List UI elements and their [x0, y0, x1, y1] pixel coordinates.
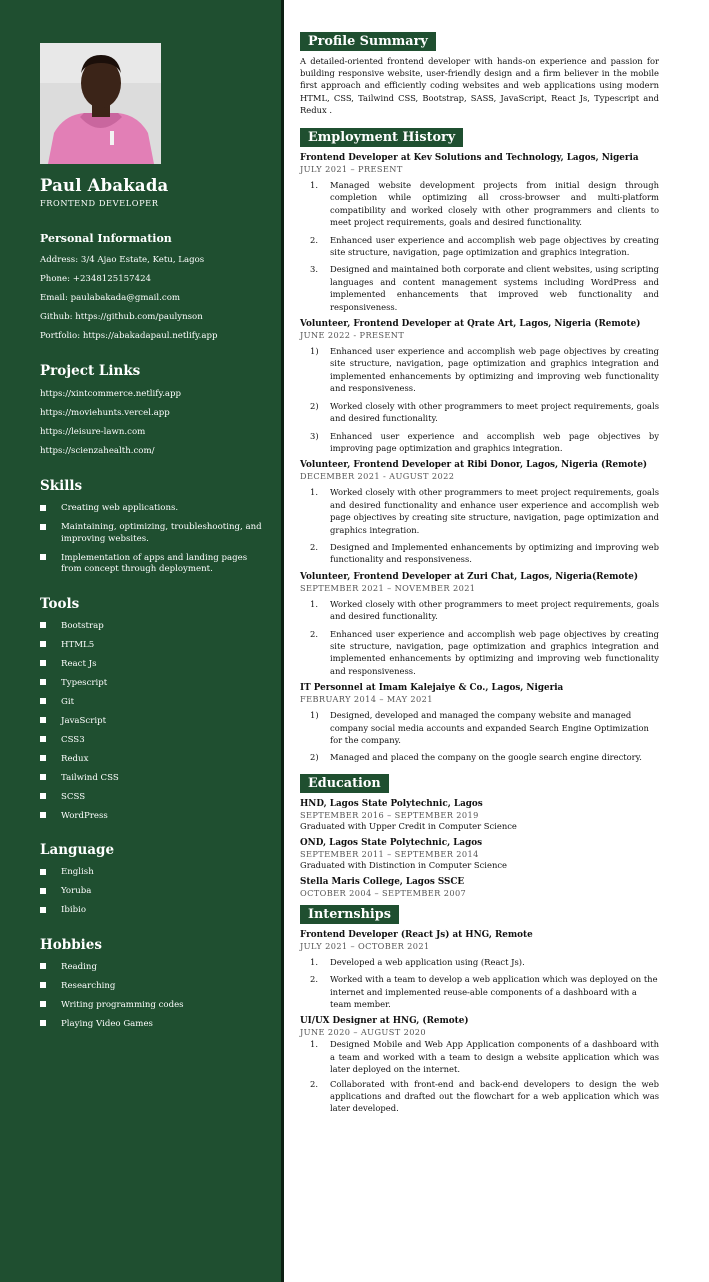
internship-date: JUNE 2020 – AUGUST 2020 — [300, 1027, 427, 1038]
address-line: Address: 3/4 Ajao Estate, Ketu, Lagos — [40, 255, 205, 265]
language-item: Yoruba — [40, 886, 268, 898]
hobbies-heading: Hobbies — [40, 936, 102, 953]
education-description: Graduated with Distinction in Computer Science — [300, 859, 507, 870]
job-point — [300, 234, 659, 259]
job-point — [300, 628, 659, 678]
internship-point — [300, 1038, 659, 1075]
point-number: 1. — [310, 487, 318, 498]
column-divider — [281, 0, 284, 1282]
internship-point — [300, 956, 659, 968]
email-line: Email: paulabakada@gmail.com — [40, 293, 181, 303]
point-text: Enhanced user experience and accomplish web page objectives by creating site structure, navigation, page optimization and graphics integration. — [330, 234, 659, 258]
internship-entry — [300, 1016, 659, 1114]
job-entry — [300, 683, 659, 764]
job-point — [300, 709, 659, 746]
skill-item: Implementation of apps and landing pages from concept through deployment. — [40, 553, 268, 576]
education-title: OND, Lagos State Polytechnic, Lagos — [300, 837, 483, 848]
point-number: 1. — [310, 956, 318, 967]
portfolio-line: Portfolio: https://abakadapaul.netlify.app — [40, 331, 218, 341]
education-description: Graduated with Upper Credit in Computer Science — [300, 820, 517, 831]
point-text: Designed, developed and managed the company website and managed company social media accounts and expanded Search Engine Optimization for the company. — [330, 710, 649, 746]
point-number: 2. — [310, 974, 318, 985]
point-number: 1. — [310, 598, 318, 609]
tool-item: JavaScript — [40, 716, 268, 728]
point-number: 1) — [310, 346, 319, 357]
point-text: Worked closely with other programmers to meet project requirements, goals and desired functionality. — [330, 598, 659, 622]
job-date: DECEMBER 2021 - AUGUST 2022 — [300, 471, 455, 482]
point-number: 1. — [310, 1039, 318, 1050]
point-text: Managed website development projects from initial design through completion while optimizing all cross-browser and multi-platform compatibility and worked closely with other programmers and clients to meet project requirements, goals and desired functionality. — [330, 180, 659, 228]
github-line: Github: https://github.com/paulynson — [40, 312, 203, 322]
point-text: Designed Mobile and Web App Application components of a dashboard with a team and worked with a team to design a website application which was later deployed on the internet. — [330, 1039, 659, 1075]
job-point — [300, 598, 659, 623]
internship-date: JULY 2021 – OCTOBER 2021 — [300, 940, 430, 951]
profile-photo — [40, 43, 161, 164]
point-number: 2. — [310, 541, 318, 552]
job-title: Frontend Developer at Kev Solutions and Technology, Lagos, Nigeria — [300, 153, 639, 164]
hobbies-list — [40, 962, 268, 1031]
internship-point — [300, 973, 659, 1010]
job-title: Volunteer, Frontend Developer at Ribi Donor, Lagos, Nigeria (Remote) — [300, 460, 648, 471]
tool-item: SCSS — [40, 792, 268, 804]
point-text: Worked closely with other programmers to meet project requirements, goals and desired functionality. — [330, 400, 659, 424]
tool-item: Git — [40, 697, 268, 709]
point-text: Developed a web application using (React Js). — [330, 956, 525, 967]
tool-item: Typescript — [40, 678, 268, 690]
profile-summary-text: A detailed-oriented frontend developer with hands-on experience and passion for building responsive website, user-friendly design and a firm believer in the mobile first approach and efficiently coding websites and web applications using modern HTML, CSS, Tailwind CSS, Bootstrap, SASS, JavaScript, React Js, Typescript and Redux . — [300, 56, 659, 115]
job-date: JUNE 2022 - PRESENT — [300, 330, 405, 341]
job-title: Volunteer, Frontend Developer at Zuri Chat, Lagos, Nigeria(Remote) — [300, 571, 639, 582]
tool-item: Bootstrap — [40, 621, 268, 633]
point-text: Collaborated with front-end and back-end developers to design the web applications and drafted out the flowchart for a web application which was later developed. — [330, 1078, 659, 1114]
hobby-item: Playing Video Games — [40, 1019, 268, 1031]
sidebar — [0, 0, 281, 1282]
job-point — [300, 263, 659, 313]
internship-title: Frontend Developer (React Js) at HNG, Remote — [300, 929, 533, 940]
job-date: FEBRUARY 2014 – MAY 2021 — [300, 694, 433, 705]
hobby-item: Reading — [40, 962, 268, 974]
education-date: OCTOBER 2004 – SEPTEMBER 2007 — [300, 887, 467, 898]
skills-heading: Skills — [40, 478, 83, 494]
tools-list — [40, 621, 268, 823]
job-point — [300, 486, 659, 536]
point-text: Designed and maintained both corporate and client websites, using scripting languages and content management systems including WordPress and implemented enhancements that improved web functionality and responsiveness. — [330, 264, 659, 312]
project-link[interactable]: https://scienzahealth.com/ — [40, 446, 155, 456]
language-item: English — [40, 867, 268, 879]
job-point — [300, 345, 659, 395]
tool-item: CSS3 — [40, 735, 268, 747]
project-link[interactable]: https://xintcommerce.netlify.app — [40, 389, 182, 399]
skill-item: Creating web applications. — [40, 503, 268, 515]
job-points — [300, 345, 659, 454]
tool-item: Redux — [40, 754, 268, 766]
job-point — [300, 430, 659, 455]
job-points — [300, 709, 659, 764]
point-number: 2) — [310, 752, 319, 763]
job-entry — [300, 460, 659, 565]
job-date: SEPTEMBER 2021 – NOVEMBER 2021 — [300, 582, 476, 593]
project-links-heading: Project Links — [40, 363, 141, 379]
point-text: Worked closely with other programmers to meet project requirements, goals and desired functionality and enhance user experience and accomplish web page objectives by creating site structure, navigation, page optimization and graphics integration. — [330, 487, 659, 535]
language-heading: Language — [40, 842, 115, 858]
point-number: 2. — [310, 234, 318, 245]
hobby-item: Writing programming codes — [40, 1000, 268, 1012]
profile-summary-heading: Profile Summary — [300, 32, 436, 51]
point-number: 1) — [310, 710, 319, 721]
skills-list — [40, 503, 268, 576]
education-date: SEPTEMBER 2011 – SEPTEMBER 2014 — [300, 848, 479, 859]
education-title: HND, Lagos State Polytechnic, Lagos — [300, 798, 483, 809]
phone-line: Phone: +2348125157424 — [40, 274, 152, 284]
education-entry — [300, 877, 659, 899]
point-number: 1. — [310, 180, 318, 191]
point-text: Managed and placed the company on the google search engine directory. — [330, 752, 642, 763]
job-point — [300, 179, 659, 229]
tool-item: React Js — [40, 659, 268, 671]
point-text: Worked with a team to develop a web application which was deployed on the internet and implemented reuse-able components of a dashboard with a team member. — [330, 974, 658, 1010]
job-date: JULY 2021 – PRESENT — [300, 164, 403, 175]
internship-points — [300, 1038, 659, 1114]
education-title: Stella Maris College, Lagos SSCE — [300, 876, 465, 887]
job-point — [300, 400, 659, 425]
point-number: 2. — [310, 628, 318, 639]
point-text: Enhanced user experience and accomplish web page objectives by improving page optimization and graphics integration. — [330, 430, 659, 453]
job-point — [300, 751, 659, 763]
tools-heading: Tools — [40, 595, 80, 612]
job-entry — [300, 319, 659, 454]
education-date: SEPTEMBER 2016 – SEPTEMBER 2019 — [300, 809, 479, 820]
candidate-role: FRONTEND DEVELOPER — [40, 198, 159, 208]
project-link[interactable]: https://leisure-lawn.com — [40, 427, 146, 437]
tool-item: Tailwind CSS — [40, 773, 268, 785]
point-number: 2. — [310, 1078, 318, 1089]
candidate-name: Paul Abakada — [40, 176, 169, 195]
internship-entry — [300, 930, 659, 1011]
point-number: 3) — [310, 430, 319, 441]
hobby-item: Researching — [40, 981, 268, 993]
education-heading: Education — [300, 774, 389, 793]
job-title: IT Personnel at Imam Kalejaiye & Co., Lagos, Nigeria — [300, 683, 564, 694]
education-entry — [300, 799, 659, 832]
internship-title: UI/UX Designer at HNG, (Remote) — [300, 1016, 469, 1027]
job-points — [300, 486, 659, 565]
job-title: Volunteer, Frontend Developer at Qrate Art, Lagos, Nigeria (Remote) — [300, 319, 641, 330]
point-number: 2) — [310, 400, 319, 411]
language-list — [40, 867, 268, 917]
internship-point — [300, 1078, 659, 1115]
point-text: Designed and Implemented enhancements by optimizing and improving web functionality and responsiveness. — [330, 541, 659, 565]
language-item: Ibibio — [40, 905, 268, 917]
main-content — [300, 30, 659, 1117]
job-point — [300, 541, 659, 566]
skill-item: Maintaining, optimizing, troubleshooting, and improving websites. — [40, 522, 268, 545]
tool-item: HTML5 — [40, 640, 268, 652]
job-entry — [300, 153, 659, 313]
job-points — [300, 598, 659, 677]
internship-points — [300, 956, 659, 1011]
education-entry — [300, 838, 659, 871]
internships-heading: Internships — [300, 905, 399, 924]
point-text: Enhanced user experience and accomplish web page objectives by creating site structure, navigation, page optimization and graphics integration and implemented enhancements by optimizing and improving web functionality and responsiveness. — [330, 346, 659, 394]
tool-item: WordPress — [40, 811, 268, 823]
personal-info-heading: Personal Information — [40, 232, 172, 245]
project-link[interactable]: https://moviehunts.vercel.app — [40, 408, 170, 418]
job-points — [300, 179, 659, 313]
job-entry — [300, 572, 659, 677]
point-text: Enhanced user experience and accomplish web page objectives by creating site structure, navigation, page optimization and graphics integration and implemented enhancements by optimizing and improving web functionality and responsiveness. — [330, 628, 659, 676]
employment-history-heading: Employment History — [300, 128, 463, 147]
point-number: 3. — [310, 264, 318, 275]
